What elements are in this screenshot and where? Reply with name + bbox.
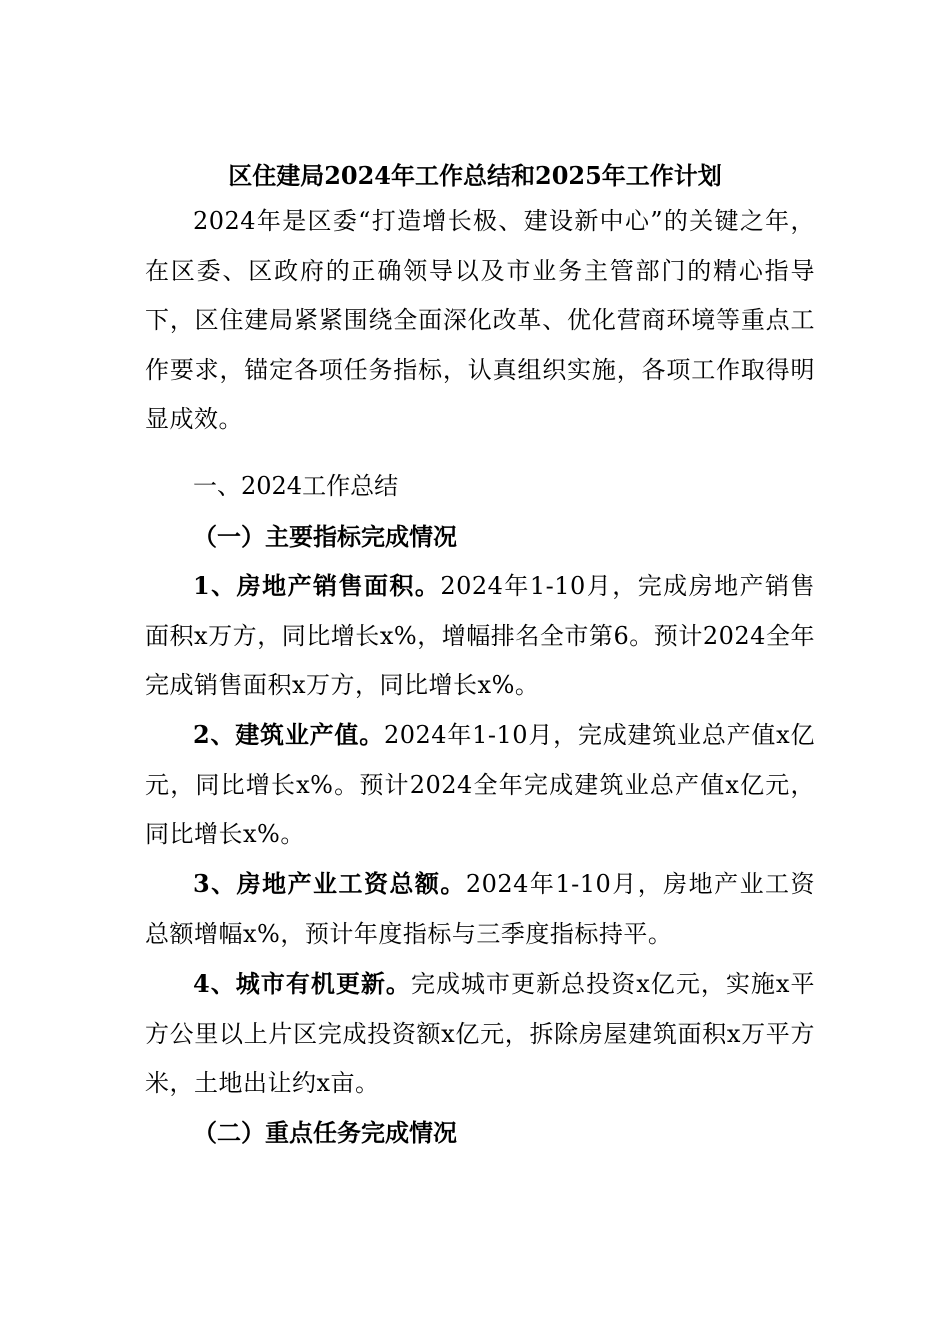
intro-paragraph: 2024年是区委“打造增长极、建设新中心”的关键之年，在区委、区政府的正确领导以及市业务主管部门的精心指导下，区住建局紧紧围绕全面深化改革、优化营商环境等重点工作要求，锚定各项任务指标，认真组织实施，各项工作取得明显成效。 <box>145 207 815 433</box>
document-title: 区住建局2024年工作总结和2025年工作计划 <box>228 161 722 190</box>
item-lead: 4、城市有机更新。 <box>193 969 411 998</box>
item-text: 完成城市更新总投资x亿元，实施x平方公里以上片区完成投资额x亿元，拆除房屋建筑面积x万平方米，土地出让约x亩。 <box>145 970 815 1097</box>
subsection-heading-key-tasks: （二）重点任务完成情况 <box>193 1118 457 1147</box>
subsection-heading-key-indicators: （一）主要指标完成情况 <box>193 522 457 551</box>
list-item-urban-renewal <box>145 959 815 1109</box>
section-heading-summary: 一、2024工作总结 <box>193 472 399 500</box>
item-lead: 1、房地产销售面积。 <box>193 571 441 600</box>
item-text: 2024年1-10月，完成建筑业总产值x亿元，同比增长x%。预计2024全年完成建筑业总产值x亿元，同比增长x%。 <box>145 721 816 848</box>
item-text: 2024年1-10月，完成房地产销售面积x万方，同比增长x%，增幅排名全市第6。预计2024全年完成销售面积x万方，同比增长x%。 <box>145 572 816 699</box>
list-item-sales-area <box>145 561 815 711</box>
item-lead: 3、房地产业工资总额。 <box>193 869 466 898</box>
list-item-wage-total <box>145 859 815 959</box>
list-item-construction-output <box>145 710 815 860</box>
item-lead: 2、建筑业产值。 <box>193 720 384 749</box>
item-text: 2024年1-10月，房地产业工资总额增幅x%，预计年度指标与三季度指标持平。 <box>145 870 816 948</box>
